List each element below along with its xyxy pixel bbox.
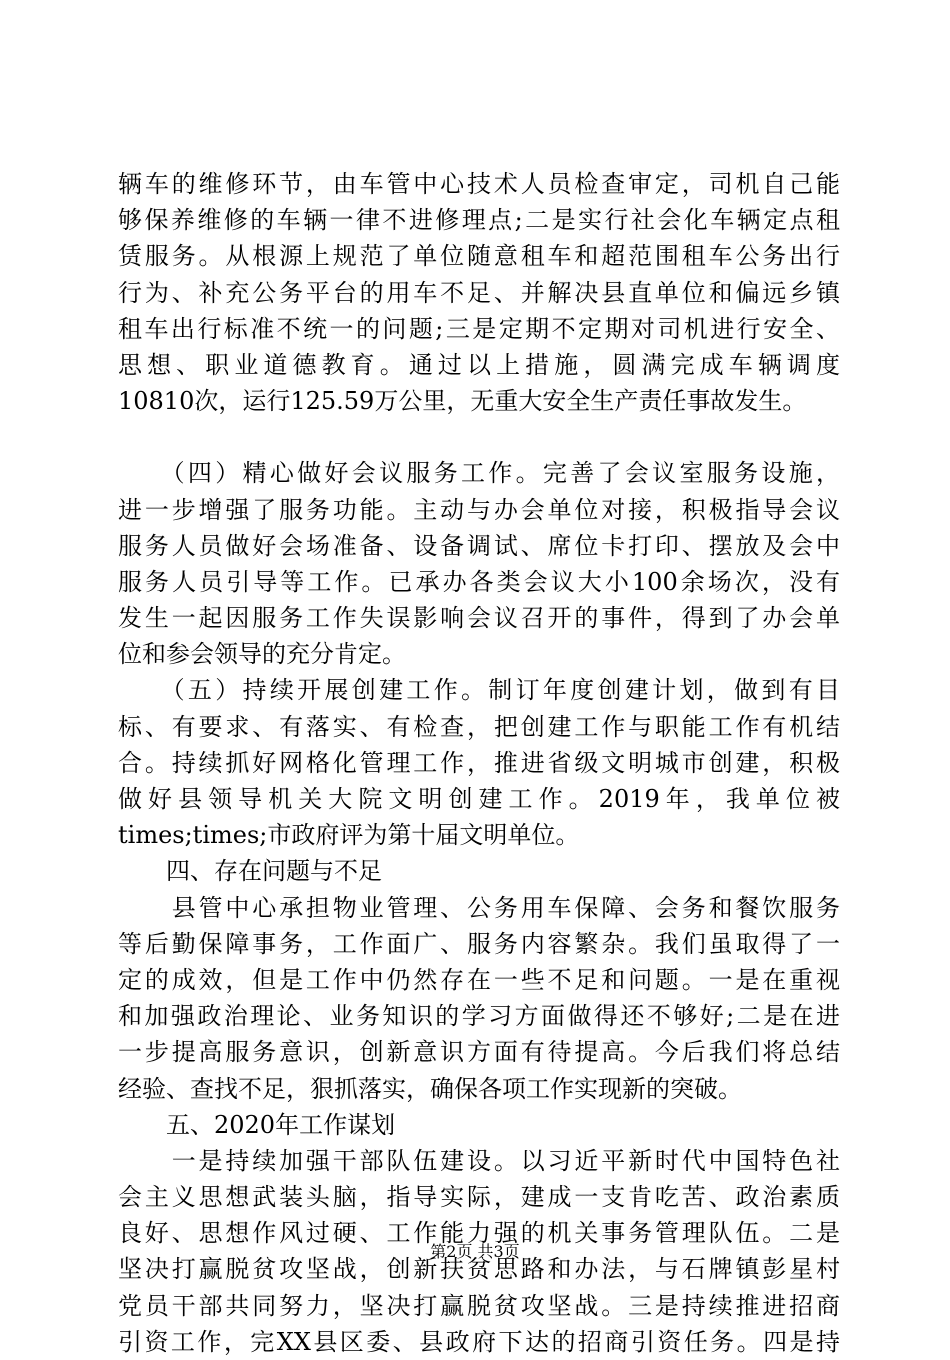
text-line: 10810次，运行125.59万公里，无重大安全生产责任事故发生。 xyxy=(118,387,807,416)
text-line: 和加强政治理论、业务知识的学习方面做得还不够好;二是在进 xyxy=(118,1002,840,1031)
text-line: 定的成效，但是工作中仍然存在一些不足和问题。一是在重视 xyxy=(118,965,840,994)
text-line: 赁服务。从根源上规范了单位随意租车和超范围租车公务出行 xyxy=(118,242,840,271)
paragraph-civilization-building xyxy=(118,672,840,853)
text-line: 标、有要求、有落实、有检查，把创建工作与职能工作有机结 xyxy=(118,712,840,741)
text-line: 发生一起因服务工作失误影响会议召开的事件，得到了办会单 xyxy=(118,604,840,633)
section-heading-plan xyxy=(118,1107,840,1143)
text-line: 服务人员引导等工作。已承办各类会议大小100余场次，没有 xyxy=(118,567,840,596)
text-line: 良好、思想作风过硬、工作能力强的机关事务管理队伍。二是 xyxy=(118,1219,840,1248)
section-heading: 五、2020年工作谋划 xyxy=(118,1110,396,1139)
text-line: 一是持续加强干部队伍建设。以习近平新时代中国特色社 xyxy=(118,1146,840,1175)
text-line: 会主义思想武装头脑，指导实际，建成一支肯吃苦、政治素质 xyxy=(118,1183,840,1212)
text-line: 思想、职业道德教育。通过以上措施，圆满完成车辆调度 xyxy=(118,350,840,379)
text-line: （五）持续开展创建工作。制订年度创建计划，做到有目 xyxy=(118,676,840,705)
text-line: 县管中心承担物业管理、公务用车保障、会务和餐饮服务 xyxy=(118,893,840,922)
text-line: 一步提高服务意识，创新意识方面有待提高。今后我们将总结 xyxy=(118,1038,840,1067)
text-line: （四）精心做好会议服务工作。完善了会议室服务设施， xyxy=(118,459,840,488)
section-heading-problems xyxy=(118,853,840,889)
text-line: 够保养维修的车辆一律不进修理点;二是实行社会化车辆定点租 xyxy=(118,206,840,235)
text-line: 党员干部共同努力，坚决打赢脱贫攻坚战。三是持续推进招商 xyxy=(118,1291,840,1320)
paragraph-vehicle-service xyxy=(118,166,840,419)
document-body xyxy=(118,166,840,1360)
text-line: 辆车的维修环节，由车管中心技术人员检查审定，司机自己能 xyxy=(118,170,840,198)
paragraph-meeting-service xyxy=(118,455,840,672)
text-line: 进一步增强了服务功能。主动与办会单位对接，积极指导会议 xyxy=(118,495,840,524)
text-line: 合。持续抓好网格化管理工作，推进省级文明城市创建，积极 xyxy=(118,748,840,777)
text-line: 坚决打赢脱贫攻坚战，创新扶贫思路和办法，与石牌镇彭星村 xyxy=(118,1255,840,1284)
text-line: 服务人员做好会场准备、设备调试、席位卡打印、摆放及会中 xyxy=(118,531,840,560)
text-line: times;times;市政府评为第十届文明单位。 xyxy=(118,821,580,850)
paragraph-problems xyxy=(118,890,840,1107)
text-line: 引资工作，完XX县区委、县政府下达的招商引资任务。四是持 xyxy=(118,1327,840,1356)
text-line: 租车出行标准不统一的问题;三是定期不定期对司机进行安全、 xyxy=(118,314,840,343)
text-line: 行为、补充公务平台的用车不足、并解决县直单位和偏远乡镇 xyxy=(118,278,840,307)
text-line: 经验、查找不足，狠抓落实，确保各项工作实现新的突破。 xyxy=(118,1074,742,1103)
text-line: 等后勤保障事务，工作面广、服务内容繁杂。我们虽取得了一 xyxy=(118,929,840,958)
paragraph-spacer xyxy=(118,419,840,455)
section-heading: 四、存在问题与不足 xyxy=(118,857,382,886)
text-line: 做好县领导机关大院文明创建工作。2019年，我单位被 xyxy=(118,785,840,813)
page-number-footer: 第2页 共3页 xyxy=(430,1242,520,1261)
text-line: 位和参会领导的充分肯定。 xyxy=(118,640,406,669)
